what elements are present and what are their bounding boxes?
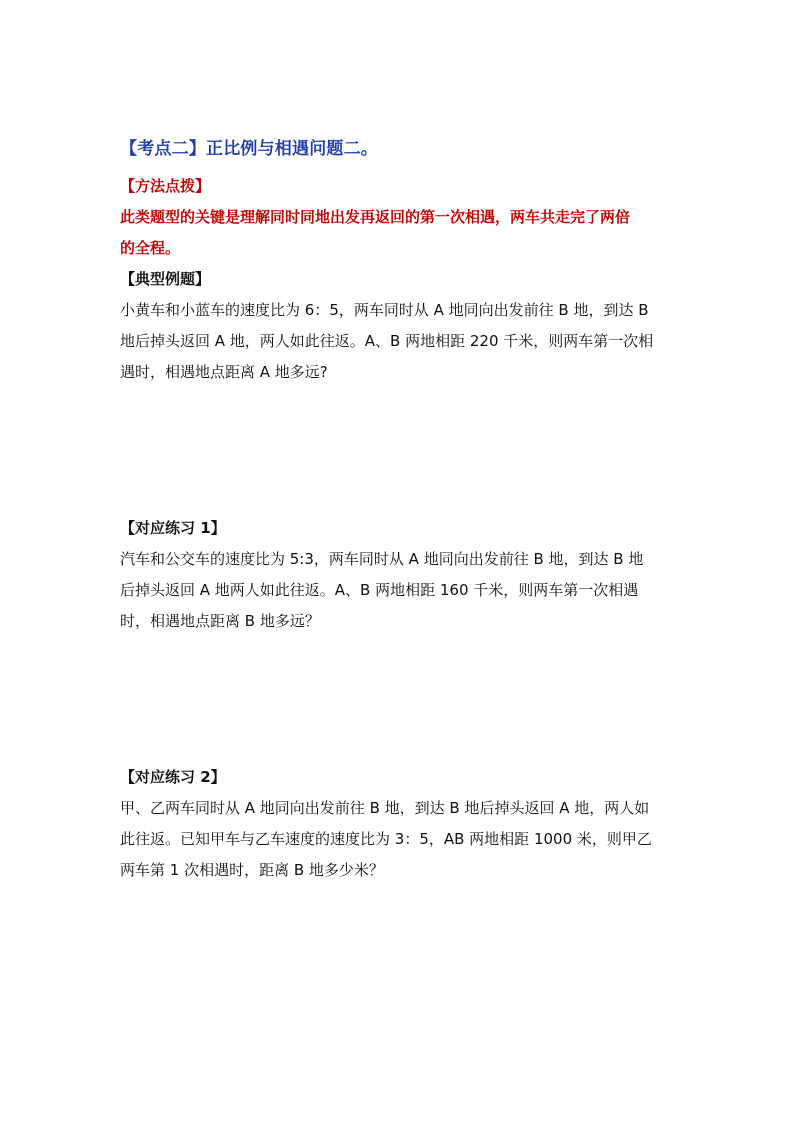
exercise-2-label: 【对应练习 2】 — [120, 768, 226, 786]
example-line-2: 地后掉头返回 A 地，两人如此往返。A、B 两地相距 220 千米，则两车第一次相 — [120, 332, 654, 350]
method-line-1: 此类题型的关键是理解同时同地出发再返回的第一次相遇，两车共走完了两倍 — [120, 208, 631, 226]
exercise-2-line-2: 此往返。已知甲车与乙车速度的速度比为 3：5，AB 两地相距 1000 米，则甲乙 — [120, 830, 652, 848]
exercise-1-label: 【对应练习 1】 — [120, 519, 226, 537]
exercise-2-line-1: 甲、乙两车同时从 A 地同向出发前往 B 地，到达 B 地后掉头返回 A 地，两人如 — [120, 799, 650, 817]
example-label: 【典型例题】 — [120, 270, 211, 288]
section-heading: 【考点二】正比例与相遇问题二。 — [120, 139, 378, 159]
method-label: 【方法点拨】 — [120, 177, 211, 195]
exercise-2-line-3: 两车第 1 次相遇时，距离 B 地多少米？ — [120, 861, 384, 879]
exercise-1-line-3: 时，相遇地点距离 B 地多远？ — [120, 612, 320, 630]
example-line-3: 遇时，相遇地点距离 A 地多远? — [120, 363, 328, 381]
exercise-1-line-1: 汽车和公交车的速度比为 5:3，两车同时从 A 地同向出发前往 B 地，到达 B 地 — [120, 550, 644, 568]
example-line-1: 小黄车和小蓝车的速度比为 6：5，两车同时从 A 地同向出发前往 B 地，到达 B — [120, 301, 649, 319]
method-line-2: 的全程。 — [120, 239, 181, 257]
exercise-1-line-2: 后掉头返回 A 地两人如此往返。A、B 两地相距 160 千米，则两车第一次相遇 — [120, 581, 639, 599]
